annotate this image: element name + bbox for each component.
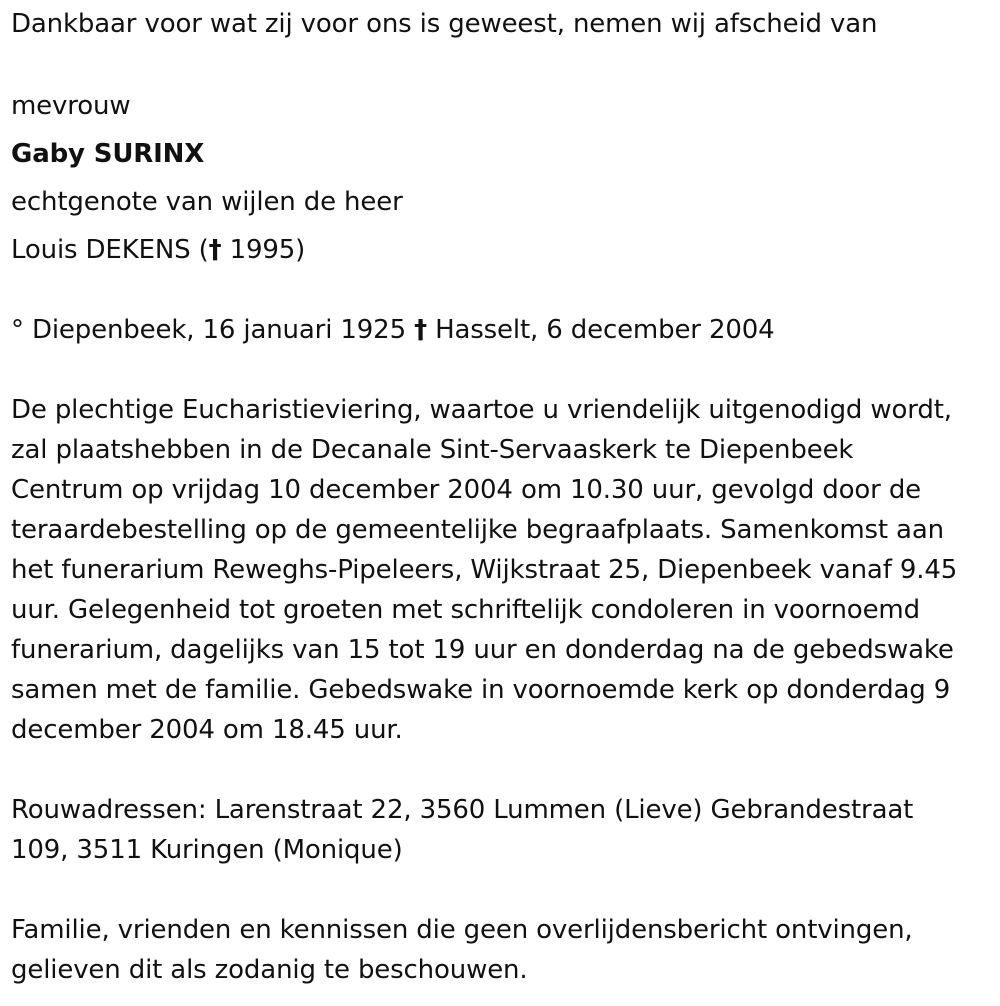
paragraph-line: uur. Gelegenheid tot groeten met schriftelijk condoleren in voornoemd (11, 595, 920, 625)
paragraph-line: Rouwadressen: Larenstraat 22, 3560 Lummen (Lieve) Gebrandestraat (11, 795, 914, 825)
paragraph-line: samen met de familie. Gebedswake in voornoemde kerk op donderdag 9 (11, 675, 951, 705)
paragraph-line: 109, 3511 Kuringen (Monique) (11, 835, 403, 865)
notice-paragraph (11, 910, 913, 990)
paragraph-line: De plechtige Eucharistieviering, waartoe u vriendelijk uitgenodigd wordt, (11, 395, 952, 425)
service-paragraph (11, 390, 957, 750)
dates-line (11, 310, 775, 350)
paragraph-line: Centrum op vrijdag 10 december 2004 om 10.30 uur, gevolgd door de (11, 475, 922, 505)
spouse-year: 1995) (221, 235, 306, 265)
birth-symbol: ° (11, 315, 24, 345)
cross-icon: † (208, 235, 222, 265)
deceased-title: mevrouw (11, 91, 131, 121)
birth-info: Diepenbeek, 16 januari 1925 (23, 315, 415, 345)
paragraph-line: zal plaatshebben in de Decanale Sint-Servaaskerk te Diepenbeek (11, 435, 854, 465)
spouse-name: Louis DEKENS ( (11, 235, 209, 265)
deceased-relation: echtgenote van wijlen de heer (11, 187, 403, 217)
paragraph-line: funerarium, dagelijks van 15 tot 19 uur en donderdag na de gebedswake (11, 635, 954, 665)
deceased-block (11, 82, 403, 274)
paragraph-line: december 2004 om 18.45 uur. (11, 715, 403, 745)
cross-icon: † (414, 315, 427, 345)
death-info: Hasselt, 6 december 2004 (426, 315, 775, 345)
paragraph-line: gelieven dit als zodanig te beschouwen. (11, 955, 528, 985)
address-paragraph (11, 790, 913, 870)
paragraph-line: teraardebestelling op de gemeentelijke begraafplaats. Samenkomst aan (11, 515, 944, 545)
deceased-name: Gaby SURINX (11, 139, 205, 169)
paragraph-line: Familie, vrienden en kennissen die geen overlijdensbericht ontvingen, (11, 915, 913, 945)
intro-text: Dankbaar voor wat zij voor ons is geweest, nemen wij afscheid van (11, 9, 878, 39)
spouse-line (11, 226, 403, 274)
paragraph-line: het funerarium Reweghs-Pipeleers, Wijkstraat 25, Diepenbeek vanaf 9.45 (11, 555, 958, 585)
